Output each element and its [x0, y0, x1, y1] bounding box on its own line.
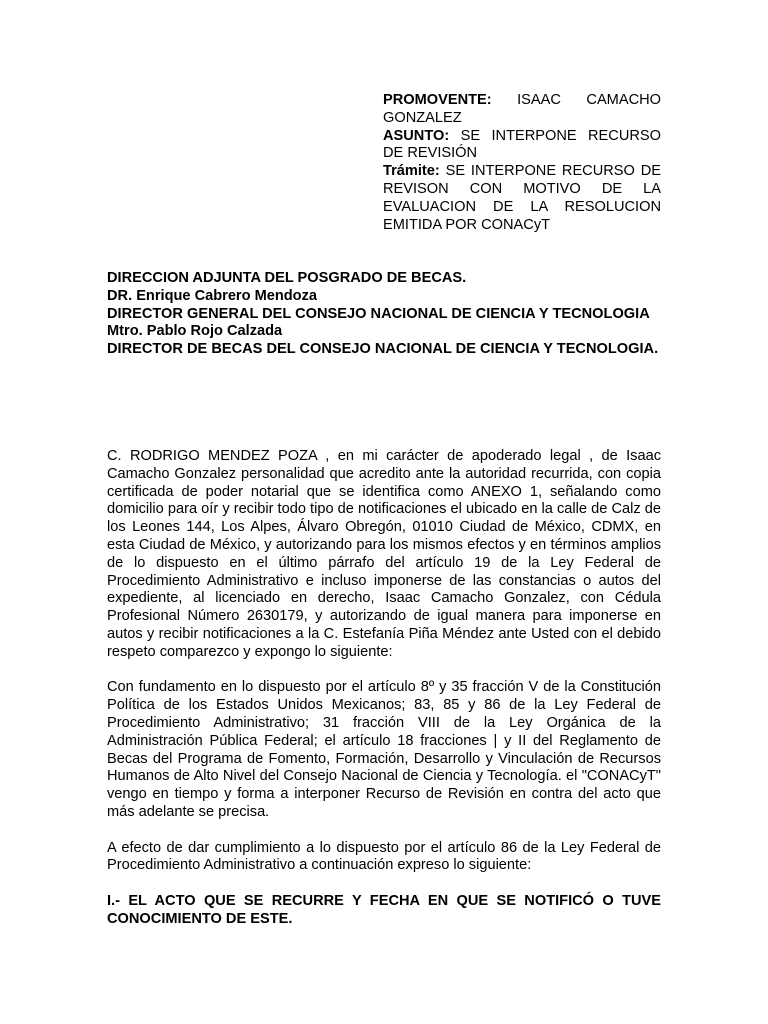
asunto-label: ASUNTO:: [383, 127, 450, 144]
body-paragraph: A efecto de dar cumplimiento a lo dispuesto por el artículo 86 de la Ley Federal de Procedimiento Administrativo a continuación expreso lo siguiente:: [107, 839, 661, 874]
tramite-line: [383, 163, 661, 234]
addressee-line: DIRECTOR GENERAL DEL CONSEJO NACIONAL DE CIENCIA Y TECNOLOGIA: [107, 305, 650, 322]
addressee-line: DIRECCION ADJUNTA DEL POSGRADO DE BECAS.: [107, 270, 467, 286]
addressee-line: DIRECTOR DE BECAS DEL CONSEJO NACIONAL DE CIENCIA Y TECNOLOGIA.: [107, 341, 659, 358]
promovente-value: ISAAC CAMACHO GONZALEZ: [383, 92, 661, 126]
addressee-block: [107, 270, 661, 359]
asunto-line: [383, 128, 661, 164]
case-caption: [383, 92, 661, 234]
addressee-line: Mtro. Pablo Rojo Calzada: [107, 323, 283, 340]
body-paragraph: C. RODRIGO MENDEZ POZA , en mi carácter de apoderado legal , de Isaac Camacho Gonzalez personalidad que acredito ante la autoridad recurrida, con copia certificada de poder notarial que se identifica como ANEXO 1, señalando como domicilio para oír y recibir todo tipo de notificaciones el ubicado en la calle de Calz de los Leones 144, Los Alpes, Álvaro Obregón, 01010 Ciudad de México, CDMX, en esta Ciudad de México, y autorizando para los mismos efectos y en términos amplios de lo dispuesto en el último párrafo del artículo 19 de la Ley Federal de Procedimiento Administrativo e incluso imponerse de las constancias o autos del expediente, al licenciado en derecho, Isaac Camacho Gonzalez, con Cédula Profesional Número 2630179, y autorizando de igual manera para imponerse en autos y recibir notificaciones a la C. Estefanía Piña Méndez ante Usted con el debido respeto comparezco y expongo lo siguiente:: [107, 448, 661, 660]
section-heading: I.- EL ACTO QUE SE RECURRE Y FECHA EN QUE SE NOTIFICÓ O TUVE CONOCIMIENTO DE ESTE.: [107, 892, 661, 927]
tramite-label: Trámite:: [383, 163, 440, 180]
promovente-label: PROMOVENTE:: [383, 92, 492, 108]
promovente-line: [383, 92, 661, 128]
asunto-value: SE INTERPONE RECURSO DE REVISIÓN: [383, 127, 661, 162]
tramite-value: SE INTERPONE RECURSO DE REVISON CON MOTIVO DE LA EVALUACION DE LA RESOLUCION EMITIDA POR CONACyT: [383, 163, 661, 233]
body-paragraph: Con fundamento en lo dispuesto por el artículo 8º y 35 fracción V de la Constitución Política de los Estados Unidos Mexicanos; 83, 85 y 86 de la Ley Federal de Procedimiento Administrativo; 31 fracción VIII de la Ley Orgánica de la Administración Pública Federal; el artículo 18 fracciones | y II del Reglamento de Becas del Programa de Fomento, Formación, Desarrollo y Vinculación de Recursos Humanos de Alto Nivel del Consejo Nacional de Ciencia y Tecnología. el "CONACyT" vengo en tiempo y forma a interponer Recurso de Revisión en contra del acto que más adelante se precisa.: [107, 679, 661, 820]
addressee-line: DR. Enrique Cabrero Mendoza: [107, 287, 318, 304]
document-body: [107, 448, 661, 946]
